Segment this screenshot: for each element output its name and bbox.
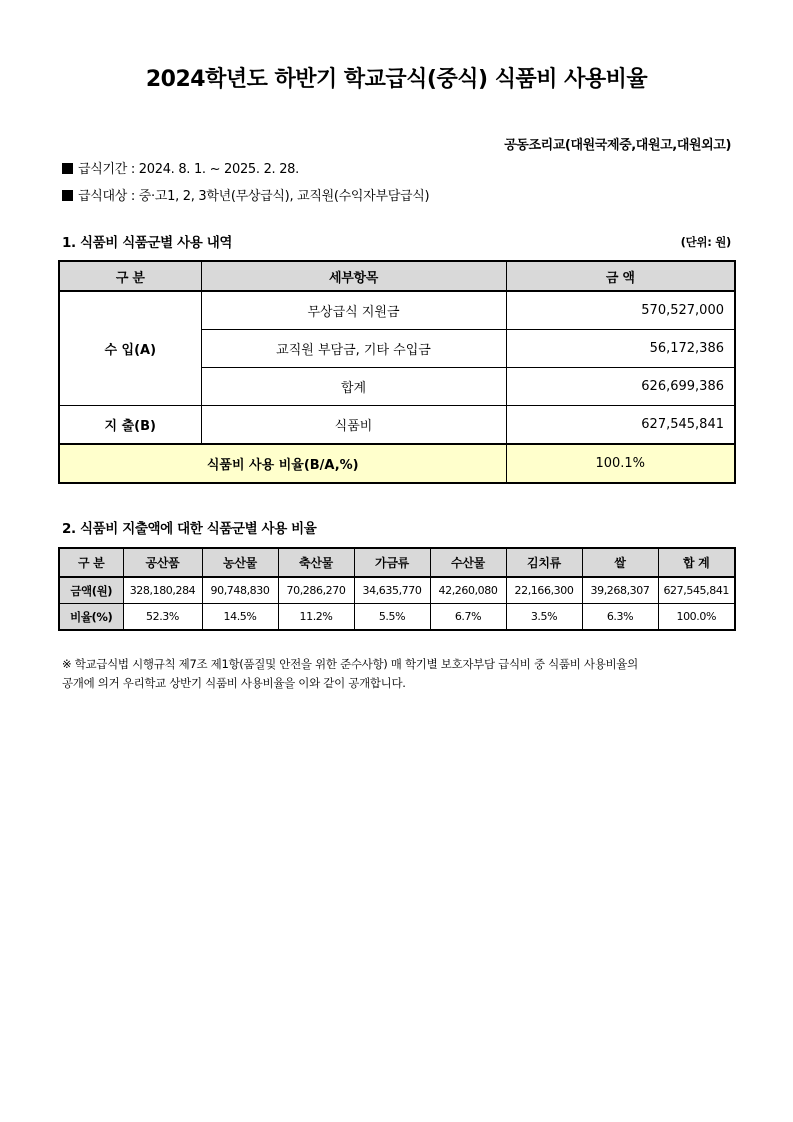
expense-item: 식품비 (201, 406, 506, 445)
ratio-cell: 14.5% (202, 604, 278, 631)
section2-title: 2. 식품비 지출액에 대한 식품군별 사용 비율 (62, 521, 317, 537)
ratio-cell: 6.3% (582, 604, 658, 631)
ratio-cell: 6.7% (430, 604, 506, 631)
header-agricultural: 농산물 (202, 548, 278, 577)
header-category: 구 분 (59, 548, 123, 577)
info-period-text: 급식기간 : 2024. 8. 1. ~ 2025. 2. 28. (78, 162, 299, 177)
unit-label: (단위: 원) (680, 235, 731, 249)
ratio-row (59, 444, 735, 483)
ratio-cell: 5.5% (354, 604, 430, 631)
footnote (62, 655, 742, 693)
header-category: 구 분 (59, 261, 201, 291)
section1-title: 1. 식품비 식품군별 사용 내역 (62, 235, 232, 251)
table-header-row (59, 261, 735, 291)
amount-cell: 90,748,830 (202, 577, 278, 604)
ratio-cell: 52.3% (123, 604, 202, 631)
food-cost-table (58, 260, 736, 484)
footnote-line-2: 공개에 의거 우리학교 상반기 식품비 사용비율을 이와 같이 공개합니다. (62, 676, 406, 690)
table-row (59, 406, 735, 445)
income-total-label: 합계 (201, 368, 506, 406)
income-amount: 570,527,000 (506, 291, 735, 330)
table-row (59, 291, 735, 330)
header-amount: 금 액 (506, 261, 735, 291)
amount-total-cell: 627,545,841 (658, 577, 735, 604)
amount-cell: 22,166,300 (506, 577, 582, 604)
amount-cell: 42,260,080 (430, 577, 506, 604)
ratio-row (59, 604, 735, 631)
square-bullet-icon (62, 163, 73, 174)
ratio-cell: 11.2% (278, 604, 354, 631)
income-item: 교직원 부담금, 기타 수입금 (201, 330, 506, 368)
table-header-row (59, 548, 735, 577)
expense-amount: 627,545,841 (506, 406, 735, 445)
ratio-total-cell: 100.0% (658, 604, 735, 631)
info-target (62, 185, 429, 204)
amount-row-label: 금액(원) (59, 577, 123, 604)
income-label: 수 입(A) (59, 291, 201, 406)
organization-label: 공동조리교(대원국제중,대원고,대원외고) (504, 138, 731, 153)
amount-cell: 328,180,284 (123, 577, 202, 604)
footnote-line-1: ※ 학교급식법 시행규칙 제7조 제1항(품질및 안전을 위한 준수사항) 매 학기별 보호자부담 급식비 중 식품비 사용비율의 (62, 657, 638, 671)
income-amount: 56,172,386 (506, 330, 735, 368)
info-period (62, 158, 299, 177)
square-bullet-icon (62, 190, 73, 201)
ratio-value: 100.1% (506, 444, 735, 483)
header-total: 합 계 (658, 548, 735, 577)
info-target-text: 급식대상 : 중·고1, 2, 3학년(무상급식), 교직원(수익자부담급식) (78, 189, 430, 204)
amount-cell: 34,635,770 (354, 577, 430, 604)
income-total-amount: 626,699,386 (506, 368, 735, 406)
ratio-label: 식품비 사용 비율(B/A,%) (59, 444, 506, 483)
header-kimchi: 김치류 (506, 548, 582, 577)
header-item: 세부항목 (201, 261, 506, 291)
header-rice: 쌀 (582, 548, 658, 577)
expense-label: 지 출(B) (59, 406, 201, 445)
amount-cell: 70,286,270 (278, 577, 354, 604)
page-title: 2024학년도 하반기 학교급식(중식) 식품비 사용비율 (145, 67, 648, 92)
amount-row (59, 577, 735, 604)
ratio-cell: 3.5% (506, 604, 582, 631)
amount-cell: 39,268,307 (582, 577, 658, 604)
header-processed: 공산품 (123, 548, 202, 577)
header-livestock: 축산물 (278, 548, 354, 577)
income-item: 무상급식 지원금 (201, 291, 506, 330)
header-seafood: 수산물 (430, 548, 506, 577)
food-group-table (58, 547, 736, 631)
header-poultry: 가금류 (354, 548, 430, 577)
ratio-row-label: 비율(%) (59, 604, 123, 631)
